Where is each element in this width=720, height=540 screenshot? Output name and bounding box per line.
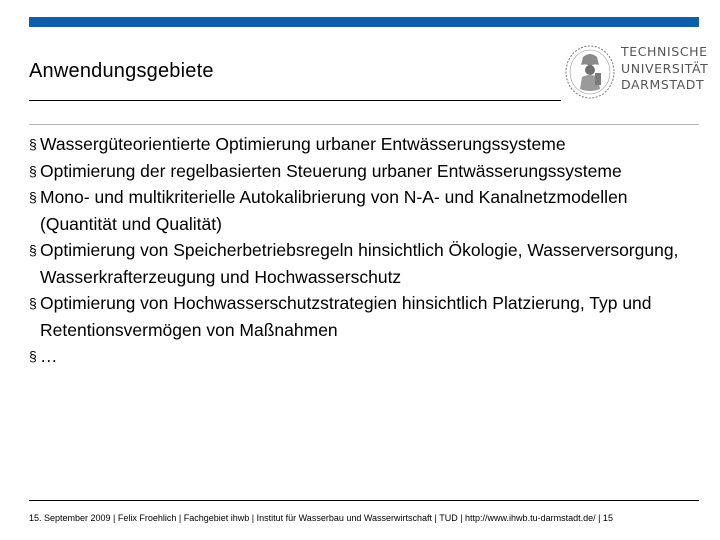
athena-seal-icon xyxy=(563,43,617,101)
bullet-text: … xyxy=(40,346,58,366)
bullet-icon: § xyxy=(29,136,37,152)
content-divider xyxy=(29,124,699,125)
bullet-text: Mono- und multikriterielle Autokalibrierung von N-A- und Kanalnetzmodellen (Quantität und Qualität) xyxy=(40,187,628,234)
university-name xyxy=(621,44,708,94)
university-logo xyxy=(563,43,709,101)
logo-line-1: TECHNISCHE xyxy=(621,44,708,59)
bullet-text: Optimierung der regelbasierten Steuerung urbaner Entwässerungssysteme xyxy=(40,160,622,181)
list-item xyxy=(29,290,699,343)
list-item xyxy=(29,131,699,158)
bullet-icon: § xyxy=(29,295,37,311)
bullet-text: Optimierung von Speicherbetriebsregeln hinsichtlich Ökologie, Wasserversorgung, Wasserkrafterzeugung und Hochwasserschutz xyxy=(40,240,679,287)
list-item xyxy=(29,237,699,290)
bullet-icon: § xyxy=(29,348,37,364)
bullet-icon: § xyxy=(29,189,37,205)
bullet-text: Wassergüteorientierte Optimierung urbaner Entwässerungssysteme xyxy=(40,134,566,154)
footer-divider xyxy=(29,500,699,501)
logo-line-3: DARMSTADT xyxy=(621,77,705,92)
list-item xyxy=(29,343,699,370)
top-accent-bar xyxy=(29,17,699,27)
bullet-icon: § xyxy=(29,162,37,179)
logo-line-2: UNIVERSITÄT xyxy=(621,60,709,76)
footer-text: 15. September 2009 | Felix Froehlich | Fachgebiet ihwb | Institut für Wasserbau und Wasserwirtschaft | TUD | http://www.ihwb.tu-darmstadt.de/ | 15 xyxy=(29,513,613,523)
bullet-text: Optimierung von Hochwasserschutzstrategien hinsichtlich Platzierung, Typ und Retentionsvermögen von Maßnahmen xyxy=(40,293,652,340)
bullet-list xyxy=(29,131,699,370)
bullet-icon: § xyxy=(29,242,37,258)
slide-title: Anwendungsgebiete xyxy=(29,60,214,82)
list-item xyxy=(29,184,699,237)
title-divider xyxy=(29,100,561,101)
list-item xyxy=(29,158,699,185)
